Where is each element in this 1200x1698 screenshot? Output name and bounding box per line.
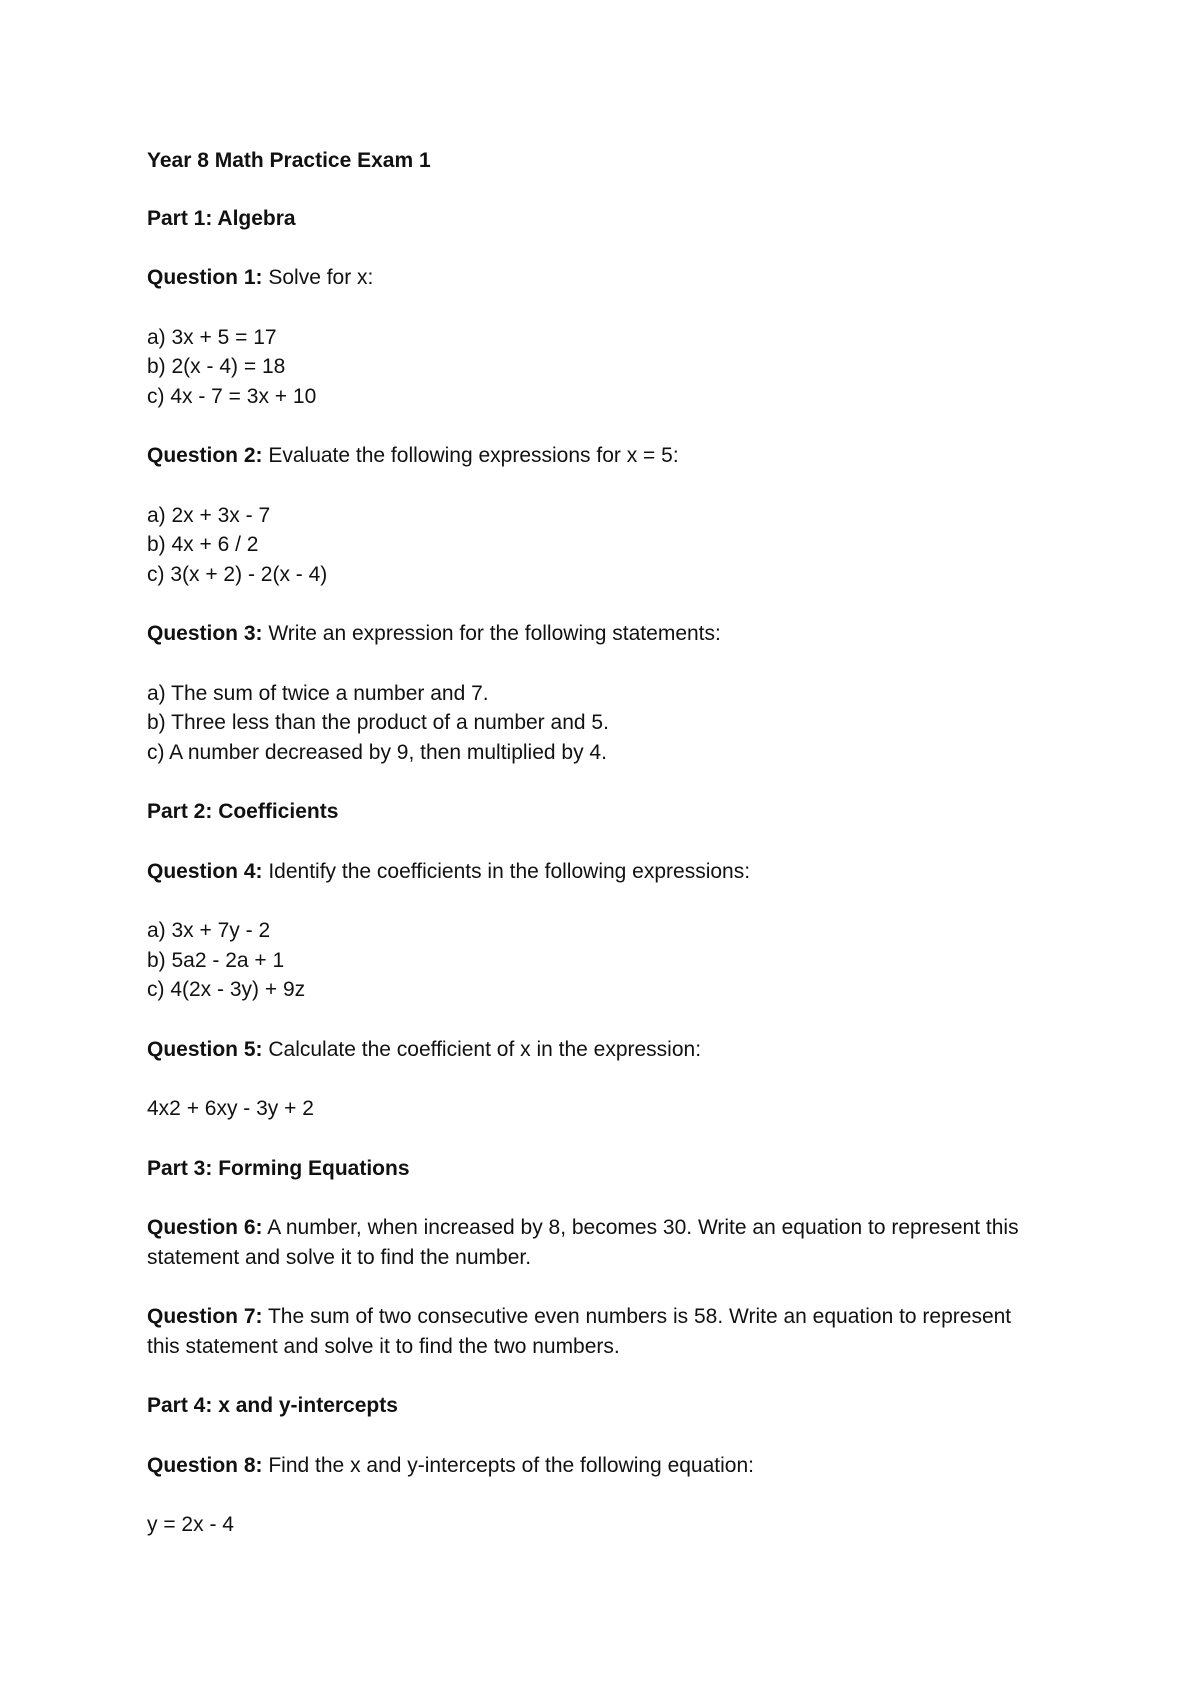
question-2-item-b: b) 4x + 6 / 2 xyxy=(147,533,259,556)
part-1-title: Part 1: Algebra xyxy=(147,206,296,230)
question-4-text: Identify the coefficients in the following expressions: xyxy=(262,859,751,883)
exam-title: Year 8 Math Practice Exam 1 xyxy=(147,149,431,172)
question-5-label: Question 5: xyxy=(147,1037,263,1061)
question-3-item-b: b) Three less than the product of a number and 5. xyxy=(147,711,609,734)
exam-page xyxy=(147,146,1047,1540)
question-1-text: Solve for x: xyxy=(262,266,374,289)
question-2-item-c: c) 3(x + 2) - 2(x - 4) xyxy=(147,562,328,586)
question-5-text: Calculate the coefficient of x in the expression: xyxy=(262,1037,702,1061)
question-3-label: Question 3: xyxy=(147,622,263,645)
question-6-label: Question 6: xyxy=(147,1216,263,1239)
question-6 xyxy=(147,1213,1047,1272)
question-1-item-b: b) 2(x - 4) = 18 xyxy=(147,355,286,378)
question-2-label: Question 2: xyxy=(147,444,263,467)
question-8-equation: y = 2x - 4 xyxy=(147,1513,234,1536)
part-2-title: Part 2: Coefficients xyxy=(147,800,339,823)
question-2-text: Evaluate the following expressions for x = 5: xyxy=(262,444,679,467)
question-1-item-c: c) 4x - 7 = 3x + 10 xyxy=(147,384,317,408)
part-4-title: Part 4: x and y-intercepts xyxy=(147,1394,398,1417)
question-6-text: A number, when increased by 8, becomes 30. Write an equation to represent this statement and solve it to find the number. xyxy=(147,1216,1019,1269)
question-1 xyxy=(147,263,1047,293)
question-7-label: Question 7: xyxy=(147,1305,263,1328)
question-5-expression: 4x2 + 6xy - 3y + 2 xyxy=(147,1097,314,1120)
question-8-text: Find the x and y-intercepts of the following equation: xyxy=(262,1453,754,1477)
question-7 xyxy=(147,1302,1047,1361)
question-3 xyxy=(147,619,1047,649)
question-8 xyxy=(147,1451,1047,1481)
question-3-text: Write an expression for the following statements: xyxy=(262,622,721,645)
question-4-label: Question 4: xyxy=(147,859,263,883)
question-4-item-b: b) 5a2 - 2a + 1 xyxy=(147,948,285,972)
question-4 xyxy=(147,857,1047,887)
question-2-item-a: a) 2x + 3x - 7 xyxy=(147,503,271,527)
question-4-item-c: c) 4(2x - 3y) + 9z xyxy=(147,978,306,1001)
question-1-label: Question 1: xyxy=(147,266,263,289)
question-5 xyxy=(147,1035,1047,1065)
part-3-title: Part 3: Forming Equations xyxy=(147,1156,410,1180)
question-8-label: Question 8: xyxy=(147,1453,263,1477)
question-3-item-a: a) The sum of twice a number and 7. xyxy=(147,681,489,705)
question-1-item-a: a) 3x + 5 = 17 xyxy=(147,325,277,349)
question-2 xyxy=(147,441,1047,471)
question-7-text: The sum of two consecutive even numbers is 58. Write an equation to represent this statement and solve it to find the two numbers. xyxy=(147,1305,1012,1358)
question-3-item-c: c) A number decreased by 9, then multiplied by 4. xyxy=(147,740,607,764)
question-4-item-a: a) 3x + 7y - 2 xyxy=(147,919,271,942)
